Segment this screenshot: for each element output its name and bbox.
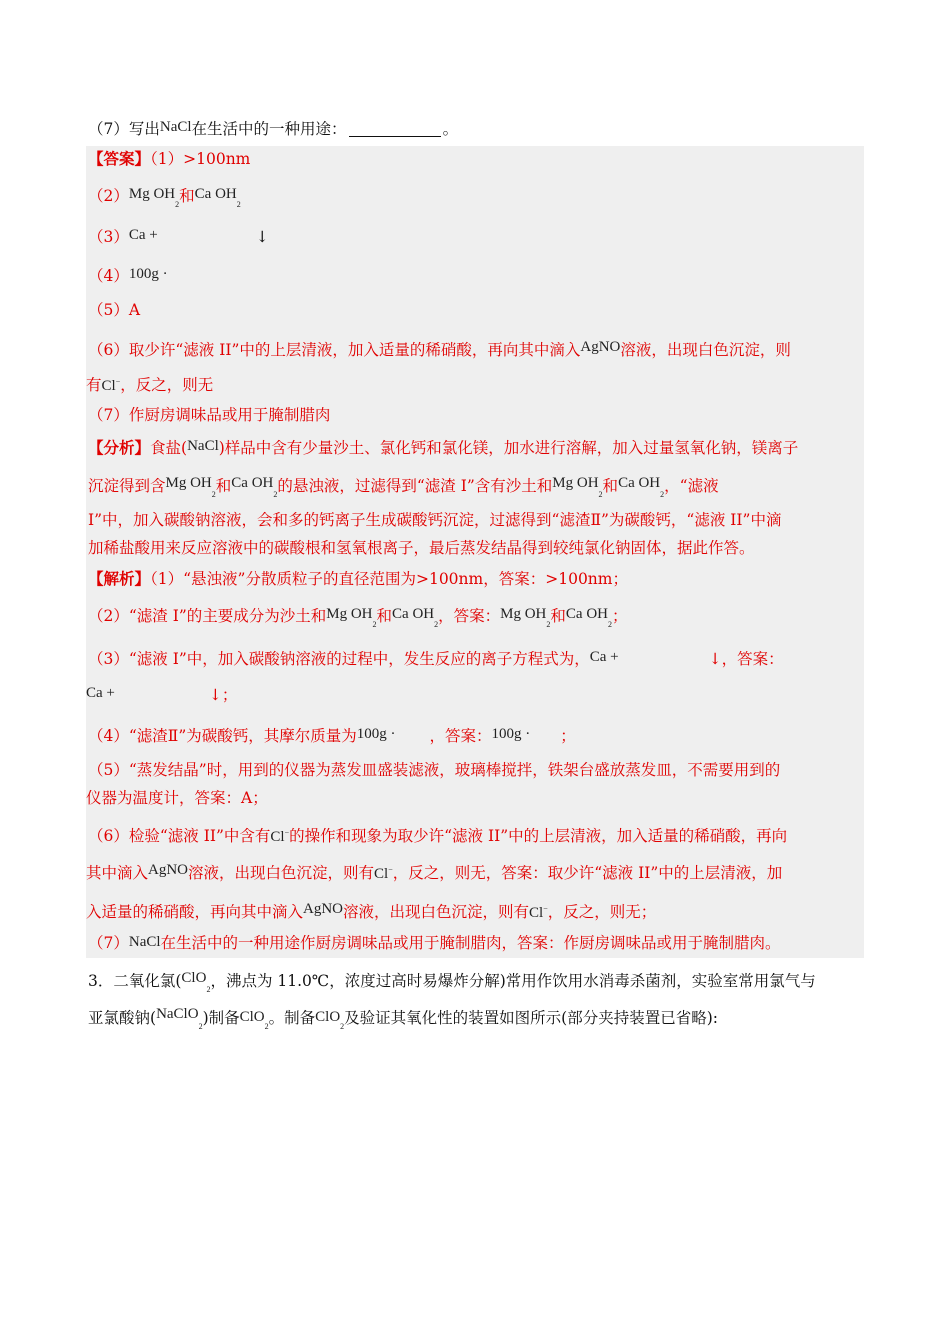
explanation-6-line2-b: 溶液，出现白色沉淀，则有	[188, 864, 375, 882]
explanation-line-3b	[86, 681, 237, 707]
question-3-l2-b: )制备	[202, 1009, 240, 1027]
answer-line-3	[88, 223, 269, 249]
explanation-4-a: （4）“滤渣Ⅱ”为碳酸钙，其摩尔质量为	[88, 727, 357, 745]
subscript: 2	[175, 200, 180, 209]
formula-cl-ion: Cl	[374, 866, 389, 882]
explanation-4-end: ；	[560, 727, 576, 745]
q7-end: 。	[442, 120, 459, 138]
question-7	[88, 115, 458, 141]
question-3-l2-d: 及验证其氧化性的装置如图所示(部分夹持装置已省略):	[344, 1009, 718, 1027]
analysis-line-1	[88, 434, 798, 460]
superscript: −	[284, 828, 290, 837]
subscript: 2	[198, 1022, 203, 1031]
down-arrow-icon: ↓	[255, 228, 269, 246]
explanation-2-end: ；	[612, 607, 628, 625]
explanation-line-3a	[88, 645, 784, 671]
answer-line-6a	[88, 335, 791, 362]
explanation-6-b: 的操作和现象为取少许“滤液 II”中的上层清液，加入适量的稀硝酸，再向	[289, 827, 788, 845]
explanation-6-line3-b: 溶液，出现白色沉淀，则有	[343, 903, 530, 921]
answer-line-6b	[86, 370, 213, 398]
analysis-l3: I”中，加入碳酸钠溶液，会和多的钙离子生成碳酸钙沉淀，过滤得到“滤渣Ⅱ”为碳酸钙，“滤液 II”中滴	[88, 511, 782, 529]
formula-ca-ion: Ca +	[589, 649, 619, 665]
formula-naclo2: NaClO	[156, 1006, 199, 1022]
formula-mg-oh2: Mg OH	[552, 475, 599, 491]
subscript: 2	[598, 490, 603, 499]
explanation-5-line2: 仪器为温度计，答案：A；	[86, 789, 268, 807]
formula-cl-ion: Cl	[270, 829, 285, 845]
explanation-line-6c	[86, 897, 656, 925]
explanation-6-a: （6）检验“滤液 II”中含有	[88, 827, 271, 845]
answer-7: （7）作厨房调味品或用于腌制腊肉	[88, 406, 331, 424]
explanation-3-end: ↓；	[208, 686, 238, 704]
formula-mg-oh2: Mg OH	[128, 186, 176, 202]
question-3-l2-a: 亚氯酸钠(	[88, 1009, 157, 1027]
analysis-line-4	[88, 536, 755, 560]
answer-6-line2-post: ，反之，则无	[120, 376, 214, 394]
formula-molar-mass: 100g ·	[128, 266, 168, 282]
answer-5: （5）A	[88, 301, 141, 319]
formula-ca-oh2: Ca OH	[194, 186, 237, 202]
answer-6-line2-pre: 有	[86, 376, 102, 394]
subscript: 2	[660, 490, 665, 499]
subscript: 2	[264, 1022, 269, 1031]
analysis-l2-and: 和	[215, 477, 232, 495]
explanation-4-b: ，答案：	[429, 727, 492, 745]
explanation-7-a: （7）	[88, 934, 129, 952]
q7-prefix: （7）写出	[88, 120, 160, 138]
explanation-2-a: （2）“滤渣 I”的主要成分为沙土和	[88, 607, 327, 625]
answer-3-num: （3）	[88, 228, 129, 246]
subscript: 2	[273, 490, 278, 499]
explanation-line-6a	[88, 821, 787, 849]
explanation-5-line1: （5）“蒸发结晶”时，用到的仪器为蒸发皿盛装滤液，玻璃棒搅拌，铁架台盛放蒸发皿，不需要用到的	[88, 761, 781, 779]
answer-6-part2: 溶液，出现白色沉淀，则	[620, 341, 791, 359]
formula-ca-ion: Ca +	[86, 685, 115, 701]
analysis-l1-b: )样品中含有少量沙土、氯化钙和氯化镁，加水进行溶解，加入过量氢氧化钠，镁离子	[218, 439, 799, 457]
question-3-l2-c: 。制备	[268, 1009, 316, 1027]
formula-ca-oh2: Ca OH	[618, 475, 661, 491]
analysis-l2-a: 沉淀得到含	[88, 477, 166, 495]
q7-suffix: 在生活中的一种用途：	[191, 120, 347, 138]
explanation-line-6b	[86, 858, 782, 886]
explanation-line-2	[88, 602, 628, 637]
explanation-7-b: 在生活中的一种用途作厨房调味品或用于腌制腊肉，答案：作厨房调味品或用于腌制腊肉。	[160, 934, 781, 952]
explanation-2-b: ，答案：	[438, 607, 501, 625]
superscript: −	[543, 904, 548, 913]
explanation-6-line3-c: ，反之，则无；	[547, 903, 657, 921]
explanation-3-a: （3）“滤液 I”中，加入碳酸钠溶液的过程中，发生反应的离子方程式为，	[88, 650, 590, 668]
explanation-line-5a	[88, 758, 780, 782]
question-3-l1-a: 3．二氧化氯(	[88, 972, 182, 990]
explanation-line-7	[88, 930, 781, 955]
subscript: 2	[608, 620, 612, 629]
explanation-6-line2-c: ，反之，则无，答案：取少许“滤液 II”中的上层清液，加	[392, 864, 783, 882]
explanation-1: （1）“悬浊液”分散质粒子的直径范围为>100nm，答案：>100nm；	[150, 570, 628, 588]
answer-2-and: 和	[179, 187, 195, 205]
explanation-3-b: ↓，答案：	[708, 650, 784, 668]
formula-agno3: AgNO	[303, 901, 344, 917]
question-3-l1-b: ，沸点为 11.0℃，浓度过高时易爆炸分解)常用作饮用水消毒杀菌剂，实验室常用氯气与	[210, 972, 816, 990]
answer-4-num: （4）	[88, 267, 129, 285]
formula-agno3: AgNO	[580, 339, 621, 355]
analysis-l1-a: 食盐(	[150, 439, 188, 457]
formula-mg-oh2: Mg OH	[500, 606, 547, 622]
formula-molar-mass: 100g ·	[491, 726, 531, 742]
formula-nacl: NaCl	[187, 438, 219, 454]
formula-ca-oh2: Ca OH	[565, 606, 608, 622]
answer-1: （1）>100nm	[150, 150, 251, 168]
formula-nacl: NaCl	[128, 934, 161, 950]
subscript: 2	[236, 200, 241, 209]
explanation-2-and2: 和	[550, 607, 566, 625]
formula-ca-ion: Ca +	[128, 227, 158, 243]
answer-6-part1: （6）取少许“滤液 II”中的上层清液，加入适量的稀硝酸，再向其中滴入	[88, 341, 581, 359]
answer-line-1	[88, 147, 250, 171]
question-3-line-1	[88, 966, 816, 1002]
analysis-l2-and2: 和	[602, 477, 619, 495]
analysis-l4: 加稀盐酸用来反应溶液中的碳酸根和氢氧根离子，最后蒸发结晶得到较纯氯化钠固体，据此作答。	[88, 539, 755, 557]
superscript: −	[115, 377, 121, 386]
answer-line-2	[88, 182, 241, 217]
explanation-2-and: 和	[376, 607, 393, 625]
formula-agno3: AgNO	[148, 862, 189, 878]
formula-ca-oh2: Ca OH	[392, 606, 435, 622]
analysis-l2-c: ，“滤液	[664, 477, 719, 495]
answer-blank[interactable]	[349, 120, 441, 137]
question-3-line-2	[88, 1002, 718, 1039]
answer-2-num: （2）	[88, 187, 129, 205]
formula-cl-ion: Cl	[101, 378, 116, 394]
formula-mg-oh2: Mg OH	[326, 606, 373, 622]
explanation-line-5b	[86, 786, 268, 810]
analysis-line-3	[88, 508, 781, 532]
explanation-6-line3-a: 入适量的稀硝酸，再向其中滴入	[86, 903, 304, 921]
answer-line-5	[88, 298, 140, 322]
explanation-6-line2-a: 其中滴入	[86, 864, 149, 882]
formula-cl-ion: Cl	[529, 905, 544, 921]
subscript: 2	[546, 620, 551, 629]
subscript: 2	[211, 490, 216, 499]
subscript: 2	[206, 985, 211, 994]
analysis-l2-b: 的悬浊液，过滤得到“滤渣 I”含有沙土和	[277, 477, 553, 495]
answer-label: 【答案】	[88, 149, 151, 168]
superscript: −	[388, 865, 393, 874]
subscript: 2	[340, 1022, 345, 1031]
analysis-label: 【分析】	[88, 438, 151, 457]
explanation-label: 【解析】	[88, 569, 151, 588]
answer-line-4	[88, 262, 168, 288]
subscript: 2	[434, 620, 439, 629]
formula-nacl: NaCl	[159, 119, 192, 135]
formula-clo2: ClO	[181, 970, 207, 986]
explanation-line-1	[88, 567, 628, 591]
analysis-line-2	[88, 471, 719, 507]
answer-line-7	[88, 403, 330, 427]
formula-mg-oh2: Mg OH	[165, 475, 212, 491]
explanation-line-4	[88, 722, 576, 748]
subscript: 2	[372, 620, 377, 629]
formula-clo2: ClO	[239, 1009, 265, 1025]
formula-molar-mass: 100g ·	[356, 726, 396, 742]
formula-ca-oh2: Ca OH	[231, 475, 274, 491]
formula-clo2: ClO	[315, 1009, 341, 1025]
